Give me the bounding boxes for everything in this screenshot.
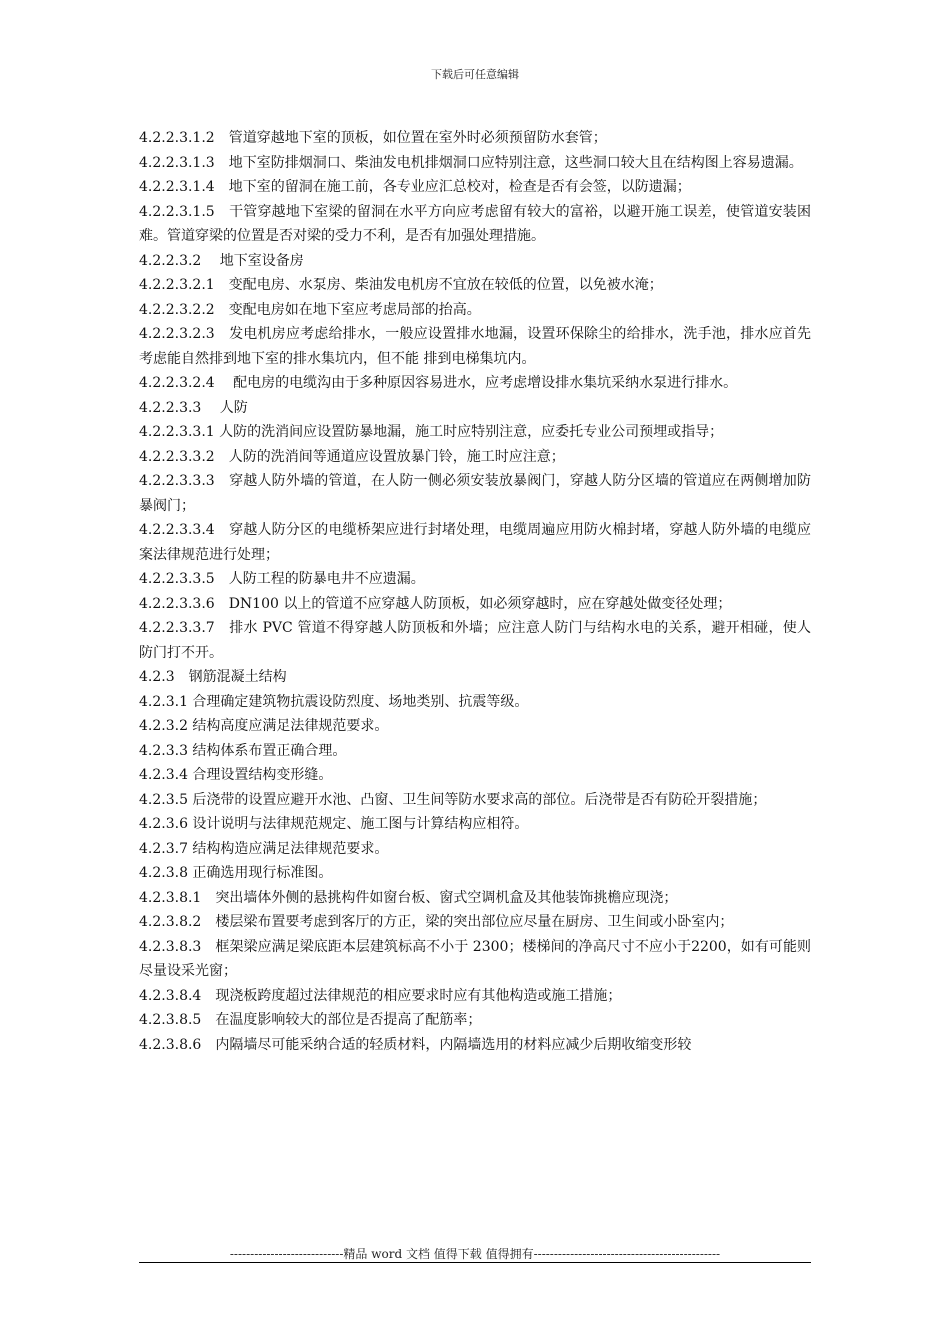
paragraph: 4.2.2.3.1.5 干管穿越地下室梁的留洞在水平方向应考虑留有较大的富裕，以避开施工误差，使管道安装困难。管道穿梁的位置是否对梁的受力不利，是否有加强处理措施。: [139, 203, 811, 244]
paragraph: 4.2.3.8 正确选用现行标准图。: [139, 865, 333, 881]
paragraph: 4.2.3.5 后浇带的设置应避开水池、凸窗、卫生间等防水要求高的部位。后浇带是否有防砼开裂措施；: [139, 791, 767, 808]
page-header: 下载后可任意编辑: [431, 68, 519, 81]
paragraph: 4.2.3.7 结构构造应满足法律规范要求。: [139, 840, 389, 857]
paragraph: 4.2.2.3.3.5 人防工程的防暴电井不应遗漏。: [139, 571, 425, 587]
paragraph: 4.2.3.8.1 突出墙体外侧的悬挑构件如窗台板、窗式空调机盒及其他装饰挑檐应现浇；: [139, 889, 678, 906]
paragraph: 4.2.2.3.2.1 变配电房、水泵房、柴油发电机房不宜放在较低的位置，以免被水淹；: [139, 277, 663, 293]
paragraph: 4.2.2.3.1.4 地下室的留洞在施工前，各专业应汇总校对，检查是否有会签，以防遗漏；: [139, 179, 691, 195]
paragraph: 4.2.3.8.2 楼层梁布置要考虑到客厅的方正，梁的突出部位应尽量在厨房、卫生间或小卧室内；: [139, 914, 734, 930]
paragraph: 4.2.3 钢筋混凝土结构: [139, 669, 287, 685]
paragraph: 4.2.3.1 合理确定建筑物抗震设防烈度、场地类别、抗震等级。: [139, 693, 529, 710]
document-body: [139, 126, 811, 1057]
page-footer: ----------------------------精品 word 文档 值得下载 值得拥有----------------------------------------------: [229, 1247, 721, 1261]
paragraph: 4.2.2.3.3.3 穿越人防外墙的管道，在人防一侧必须安装放暴阀门，穿越人防分区墙的管道应在两侧增加防暴阀门；: [139, 473, 811, 514]
paragraph: 4.2.2.3.2.2 变配电房如在地下室应考虑局部的抬高。: [139, 301, 481, 318]
paragraph: 4.2.2.3.2.4 配电房的电缆沟由于多种原因容易进水，应考虑增设排水集坑采纳水泵进行排水。: [139, 375, 738, 391]
paragraph: 4.2.3.8.4 现浇板跨度超过法律规范的相应要求时应有其他构造或施工措施；: [139, 987, 622, 1004]
paragraph: 4.2.3.4 合理设置结构变形缝。: [139, 767, 333, 783]
paragraph: 4.2.3.8.3 框架梁应满足梁底距本层建筑标高不小于 2300；楼梯间的净高尺寸不应小于2200，如有可能则尽量设采光窗；: [139, 938, 811, 979]
paragraph: 4.2.3.8.6 内隔墙尽可能采纳合适的轻质材料，内隔墙选用的材料应减少后期收缩变形较: [139, 1036, 692, 1053]
paragraph: 4.2.3.6 设计说明与法律规范规定、施工图与计算结构应相符。: [139, 816, 529, 832]
paragraph: 4.2.2.3.3.2 人防的洗消间等通道应设置放暴门铃，施工时应注意；: [139, 448, 565, 465]
paragraph: 4.2.2.3.3.7 排水 PVC 管道不得穿越人防顶板和外墙；应注意人防门与结构水电的关系，避开相碰，使人防门打不开。: [139, 620, 811, 661]
paragraph: 4.2.2.3.2 地下室设备房: [139, 252, 304, 269]
paragraph: 4.2.2.3.1.2 管道穿越地下室的顶板，如位置在室外时必须预留防水套管；: [139, 130, 607, 146]
paragraph: 4.2.2.3.3.4 穿越人防分区的电缆桥架应进行封堵处理，电缆周遍应用防火棉封堵，穿越人防外墙的电缆应案法律规范进行处理；: [139, 522, 811, 563]
paragraph: 4.2.3.8.5 在温度影响较大的部位是否提高了配筋率；: [139, 1012, 482, 1028]
paragraph: 4.2.2.3.1.3 地下室防排烟洞口、柴油发电机排烟洞口应特别注意，这些洞口较大且在结构图上容易遗漏。: [139, 154, 803, 171]
footer-divider: [139, 1262, 811, 1263]
paragraph: 4.2.2.3.3.1 人防的洗消间应设置防暴地漏，施工时应特别注意，应委托专业公司预埋或指导；: [139, 424, 724, 440]
paragraph: 4.2.2.3.2.3 发电机房应考虑给排水，一般应设置排水地漏，设置环保除尘的给排水，洗手池，排水应首先考虑能自然排到地下室的排水集坑内，但不能 排到电梯集坑内。: [139, 326, 811, 367]
paragraph: 4.2.2.3.3 人防: [139, 399, 248, 416]
paragraph: 4.2.3.2 结构高度应满足法律规范要求。: [139, 718, 389, 734]
paragraph: 4.2.3.3 结构体系布置正确合理。: [139, 742, 347, 759]
paragraph: 4.2.2.3.3.6 DN100 以上的管道不应穿越人防顶板，如必须穿越时，应在穿越处做变径处理；: [139, 595, 732, 612]
